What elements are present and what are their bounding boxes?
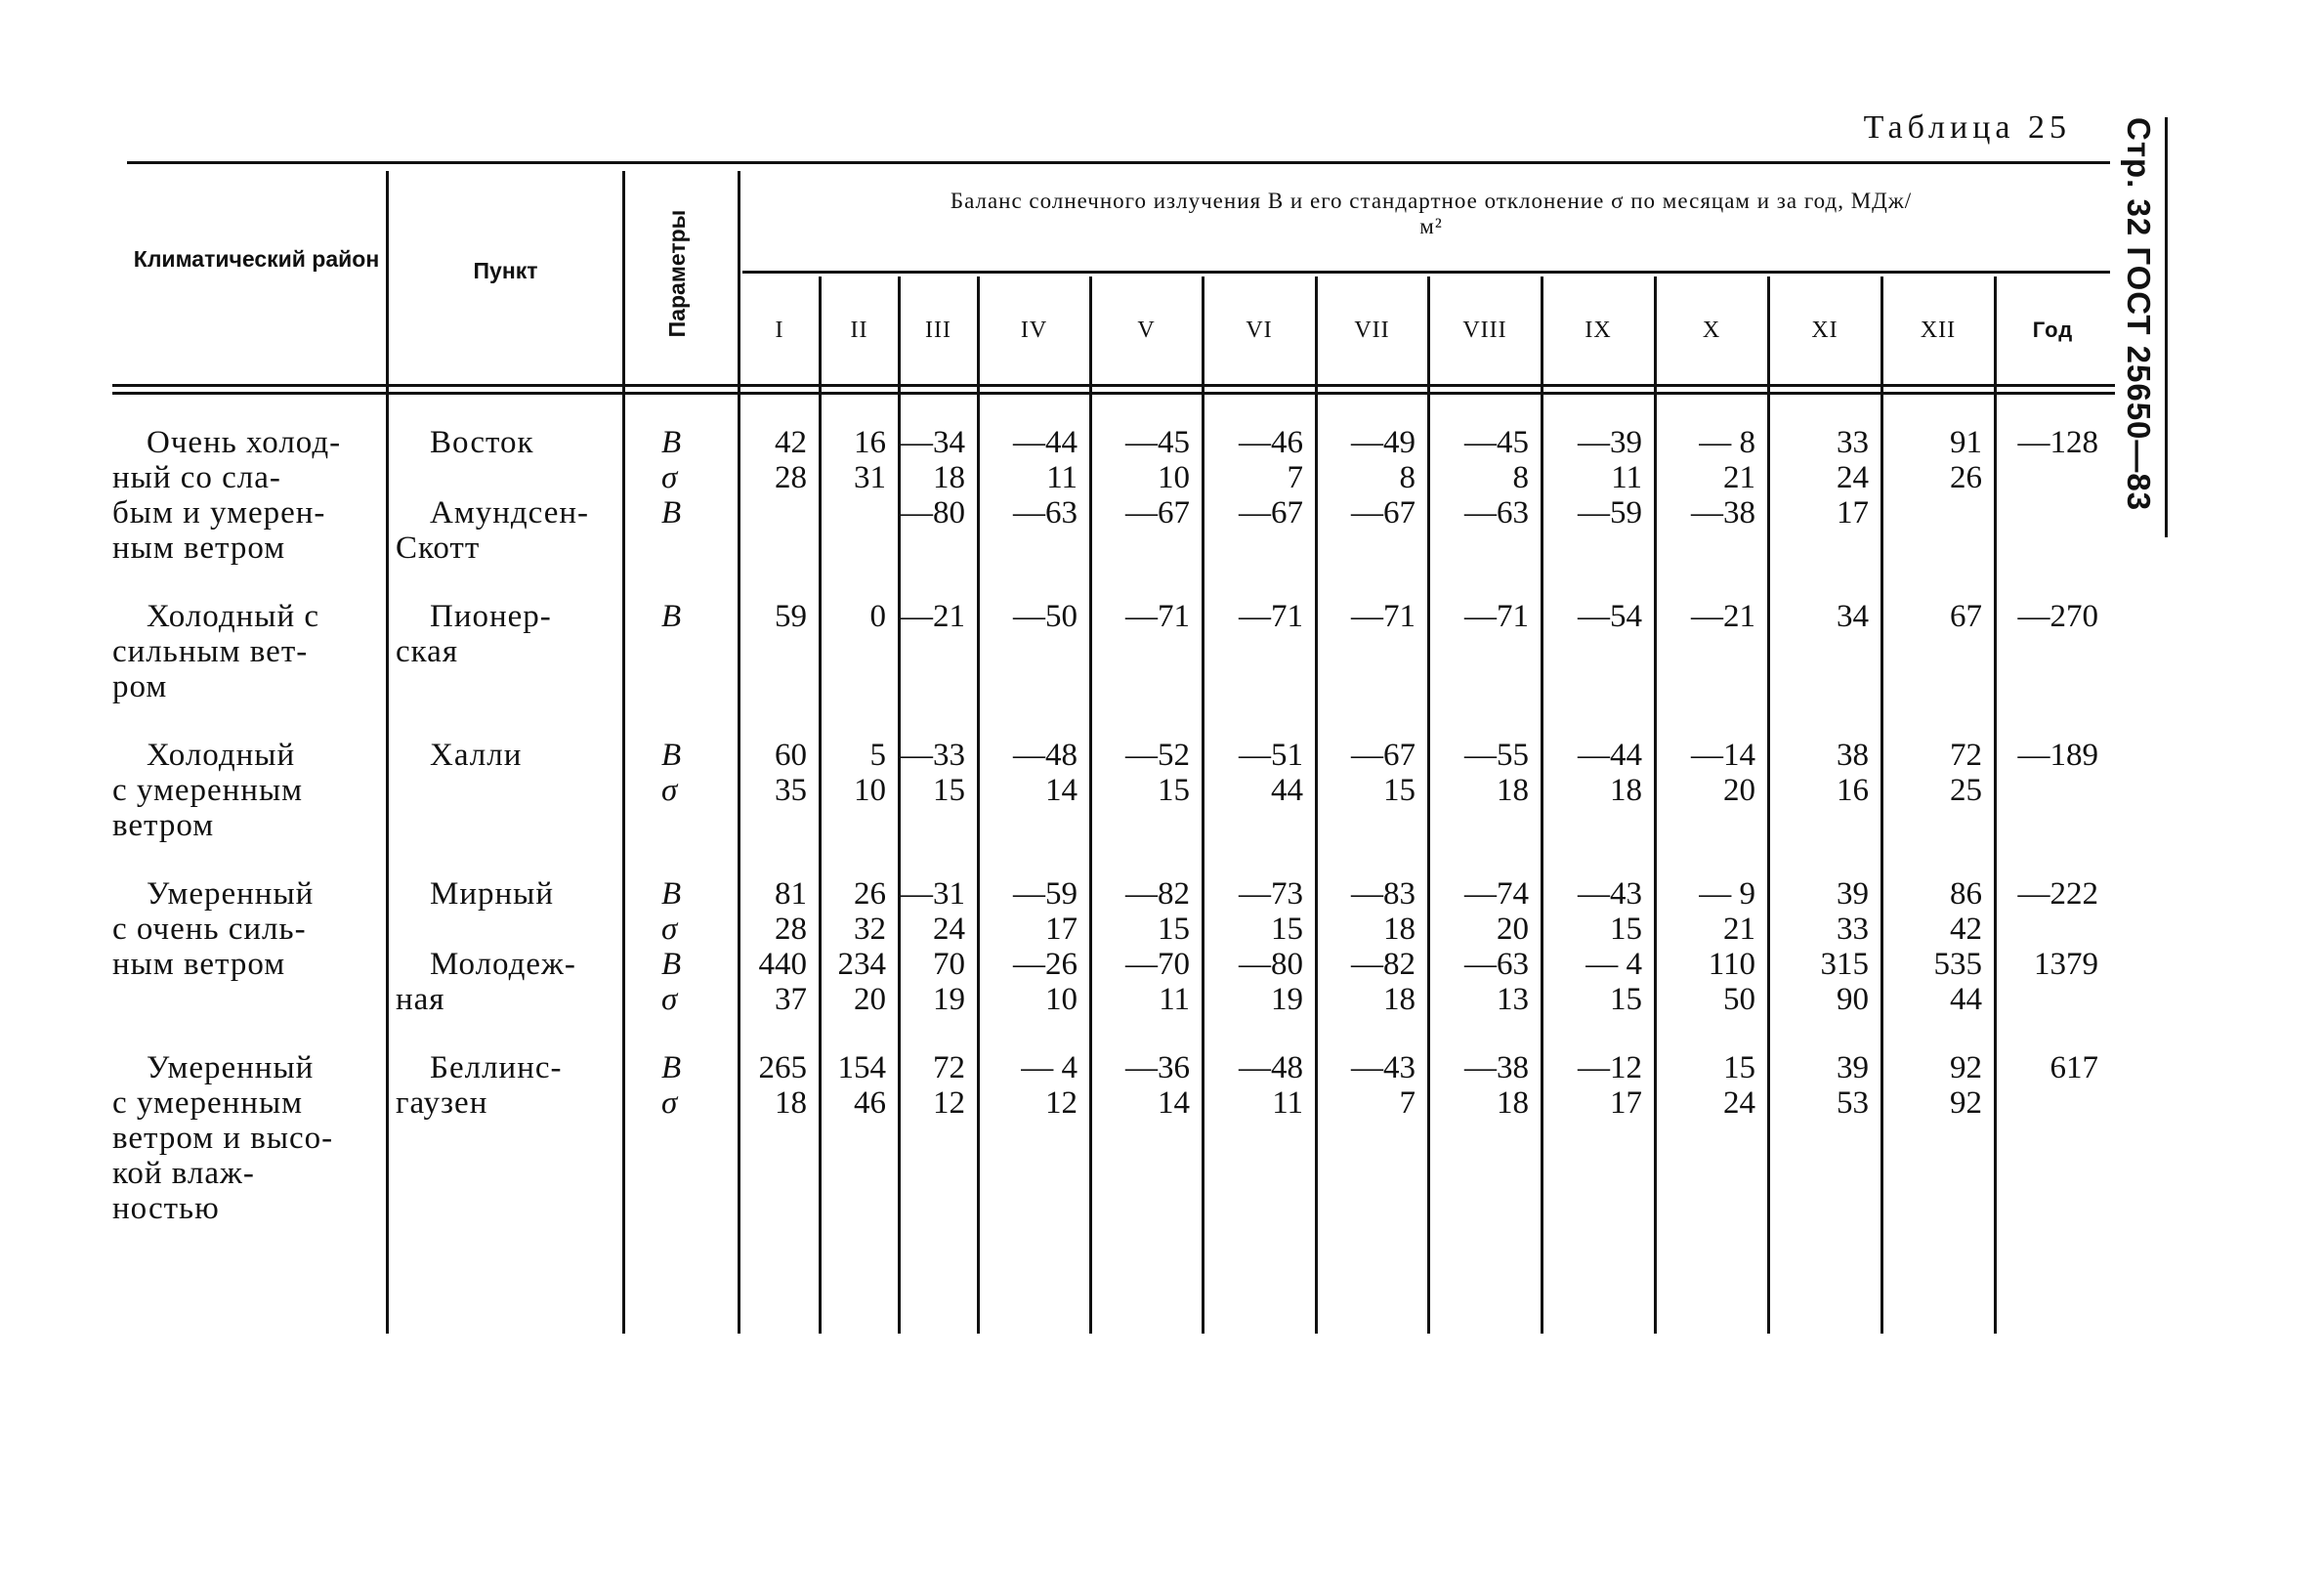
header-bottom-rule-1: [112, 384, 2115, 387]
value-cell: —67: [1351, 738, 1416, 773]
region-name-line: сильным вет-: [112, 634, 309, 669]
value-cell: 19: [933, 982, 965, 1017]
region-name: [112, 1050, 333, 1226]
param-symbol: σ: [661, 773, 678, 808]
station-name: [396, 876, 554, 912]
value-cell: 42: [1950, 912, 1982, 947]
header-caption: Баланс солнечного излучения B и его стандартное отклонение σ по месяцам и за год, МДж/м²: [950, 189, 1913, 239]
value-cell: 32: [854, 912, 886, 947]
region-name-line: ный со сла-: [112, 460, 281, 495]
value-cell: —83: [1351, 876, 1416, 912]
value-cell: 5: [869, 738, 886, 773]
param-symbol: σ: [661, 912, 678, 947]
value-cell: —12: [1578, 1050, 1642, 1085]
value-cell: —46: [1239, 425, 1303, 460]
value-cell: —59: [1578, 495, 1642, 531]
value-cell: 50: [1723, 982, 1755, 1017]
value-cell: —21: [1691, 599, 1755, 634]
region-name-line: Умеренный: [147, 876, 315, 912]
side-rule: [2165, 117, 2168, 537]
header-month: IV: [1020, 318, 1048, 343]
data-table: [112, 161, 2115, 1334]
value-cell: —55: [1464, 738, 1529, 773]
param-symbol: B: [661, 947, 682, 982]
caption-rule: [742, 271, 2110, 274]
value-cell: —71: [1464, 599, 1529, 634]
value-cell: 39: [1837, 1050, 1869, 1085]
param-symbol: B: [661, 425, 682, 460]
region-name-line: ветром: [112, 808, 215, 843]
value-cell: 18: [1383, 982, 1416, 1017]
value-cell: 16: [1837, 773, 1869, 808]
value-cell: 24: [933, 912, 965, 947]
value-cell: —67: [1239, 495, 1303, 531]
value-cell: —70: [1125, 947, 1190, 982]
value-cell: —45: [1125, 425, 1190, 460]
region-name-line: ным ветром: [112, 947, 286, 982]
value-cell: 20: [1497, 912, 1529, 947]
header-month: III: [925, 318, 951, 343]
station-name-line: ская: [396, 634, 459, 669]
value-cell: —63: [1464, 947, 1529, 982]
table-title: Таблица 25: [1863, 109, 2071, 146]
region-name-line: с очень силь-: [112, 912, 307, 947]
region-name: [112, 599, 319, 704]
value-cell: 154: [837, 1050, 886, 1085]
header-climatic-region: Климатический район: [133, 246, 380, 272]
value-cell: —36: [1125, 1050, 1190, 1085]
value-cell: 28: [775, 460, 807, 495]
value-cell: 7: [1287, 460, 1303, 495]
value-cell: 18: [1610, 773, 1642, 808]
value-cell: 10: [854, 773, 886, 808]
value-cell: —73: [1239, 876, 1303, 912]
value-cell: —38: [1464, 1050, 1529, 1085]
region-name-line: ным ветром: [112, 531, 286, 566]
station-name: [396, 425, 534, 460]
param-symbol: B: [661, 599, 682, 634]
value-cell: 535: [1933, 947, 1982, 982]
value-cell: 14: [1045, 773, 1077, 808]
value-cell: —80: [901, 495, 965, 531]
value-cell: 34: [1837, 599, 1869, 634]
header-month: I: [775, 318, 784, 343]
station-name-line: Беллинс-: [430, 1050, 563, 1085]
value-cell: —71: [1239, 599, 1303, 634]
value-cell: —43: [1578, 876, 1642, 912]
value-cell: 26: [1950, 460, 1982, 495]
value-cell: —50: [1013, 599, 1077, 634]
value-cell: —39: [1578, 425, 1642, 460]
value-cell: 31: [854, 460, 886, 495]
value-cell: 44: [1950, 982, 1982, 1017]
value-cell: 19: [1271, 982, 1303, 1017]
value-cell: 15: [1158, 912, 1190, 947]
value-cell: 8: [1399, 460, 1416, 495]
value-cell: — 8: [1699, 425, 1755, 460]
value-cell: 11: [1159, 982, 1190, 1017]
station-name: [396, 495, 589, 566]
header-month: Год: [2032, 318, 2074, 342]
value-cell: 21: [1723, 460, 1755, 495]
table-top-rule: [127, 161, 2110, 164]
value-cell: —21: [901, 599, 965, 634]
value-cell: 15: [1383, 773, 1416, 808]
value-cell: 11: [1272, 1085, 1303, 1121]
station-name-line: гаузен: [396, 1085, 488, 1121]
value-cell: —49: [1351, 425, 1416, 460]
value-cell: 24: [1723, 1085, 1755, 1121]
value-cell: —82: [1351, 947, 1416, 982]
header-month: V: [1137, 318, 1156, 343]
station-name-line: Молодеж-: [430, 947, 576, 982]
value-cell: 15: [933, 773, 965, 808]
value-cell: —67: [1351, 495, 1416, 531]
param-symbol: B: [661, 876, 682, 912]
param-symbol: σ: [661, 460, 678, 495]
station-name: [396, 599, 552, 669]
value-cell: —63: [1464, 495, 1529, 531]
value-cell: —189: [2017, 738, 2098, 773]
value-cell: 265: [758, 1050, 807, 1085]
value-cell: —44: [1013, 425, 1077, 460]
station-name-line: Амундсен-: [430, 495, 590, 531]
value-cell: 92: [1950, 1050, 1982, 1085]
value-cell: —71: [1125, 599, 1190, 634]
value-cell: —51: [1239, 738, 1303, 773]
value-cell: 1379: [2034, 947, 2098, 982]
value-cell: 15: [1610, 982, 1642, 1017]
station-name: [396, 1050, 563, 1121]
header-month: VI: [1246, 318, 1273, 343]
value-cell: —54: [1578, 599, 1642, 634]
value-cell: 110: [1708, 947, 1755, 982]
header-month: XII: [1920, 318, 1957, 343]
value-cell: —59: [1013, 876, 1077, 912]
header-point: Пункт: [473, 258, 538, 283]
value-cell: 60: [775, 738, 807, 773]
value-cell: —33: [901, 738, 965, 773]
value-cell: 12: [933, 1085, 965, 1121]
value-cell: 39: [1837, 876, 1869, 912]
region-name-line: бым и умерен-: [112, 495, 326, 531]
region-name-line: Холодный: [147, 738, 296, 773]
region-name-line: ветром и высо-: [112, 1121, 334, 1156]
region-name: [112, 738, 303, 843]
value-cell: 617: [2049, 1050, 2098, 1085]
value-cell: 72: [1950, 738, 1982, 773]
value-cell: —67: [1125, 495, 1190, 531]
value-cell: —14: [1691, 738, 1755, 773]
side-page-reference: Стр. 32 ГОСТ 25650—83: [2121, 117, 2157, 512]
value-cell: 72: [933, 1050, 965, 1085]
region-name: [112, 876, 314, 982]
region-name-line: ностью: [112, 1191, 220, 1226]
header-bottom-rule-2: [112, 392, 2115, 395]
value-cell: —52: [1125, 738, 1190, 773]
value-cell: 234: [837, 947, 886, 982]
value-cell: 35: [775, 773, 807, 808]
value-cell: —26: [1013, 947, 1077, 982]
value-cell: 24: [1837, 460, 1869, 495]
station-name-line: Скотт: [396, 531, 481, 566]
value-cell: —80: [1239, 947, 1303, 982]
value-cell: 26: [854, 876, 886, 912]
region-name-line: с умеренным: [112, 1085, 304, 1121]
value-cell: 53: [1837, 1085, 1869, 1121]
value-cell: —45: [1464, 425, 1529, 460]
station-name-line: ная: [396, 982, 445, 1017]
value-cell: 15: [1158, 773, 1190, 808]
value-cell: 59: [775, 599, 807, 634]
region-name-line: с умеренным: [112, 773, 304, 808]
value-cell: 37: [775, 982, 807, 1017]
value-cell: 10: [1045, 982, 1077, 1017]
param-symbol: B: [661, 1050, 682, 1085]
value-cell: 44: [1271, 773, 1303, 808]
value-cell: 15: [1271, 912, 1303, 947]
station-name: [396, 738, 522, 773]
value-cell: 46: [854, 1085, 886, 1121]
value-cell: 18: [1497, 1085, 1529, 1121]
value-cell: 18: [1383, 912, 1416, 947]
region-name-line: Холодный с: [147, 599, 320, 634]
value-cell: 15: [1610, 912, 1642, 947]
value-cell: 17: [1610, 1085, 1642, 1121]
value-cell: —34: [901, 425, 965, 460]
point-params-divider: [622, 171, 625, 1334]
value-cell: — 4: [1021, 1050, 1077, 1085]
station-name-line: Восток: [430, 425, 534, 460]
param-symbol: σ: [661, 1085, 678, 1121]
value-cell: — 4: [1585, 947, 1642, 982]
value-cell: —31: [901, 876, 965, 912]
value-cell: 11: [1611, 460, 1642, 495]
value-cell: —38: [1691, 495, 1755, 531]
value-cell: —74: [1464, 876, 1529, 912]
value-cell: 28: [775, 912, 807, 947]
value-cell: 0: [869, 599, 886, 634]
value-cell: —82: [1125, 876, 1190, 912]
region-name-line: Умеренный: [147, 1050, 315, 1085]
value-cell: 38: [1837, 738, 1869, 773]
value-cell: —270: [2017, 599, 2098, 634]
value-cell: 70: [933, 947, 965, 982]
value-cell: —128: [2017, 425, 2098, 460]
value-cell: —63: [1013, 495, 1077, 531]
value-cell: 18: [775, 1085, 807, 1121]
value-cell: 67: [1950, 599, 1982, 634]
value-cell: —71: [1351, 599, 1416, 634]
value-cell: 18: [933, 460, 965, 495]
value-cell: —43: [1351, 1050, 1416, 1085]
value-cell: —222: [2017, 876, 2098, 912]
value-cell: 91: [1950, 425, 1982, 460]
value-cell: 7: [1399, 1085, 1416, 1121]
value-cell: —48: [1013, 738, 1077, 773]
value-cell: 86: [1950, 876, 1982, 912]
value-cell: 92: [1950, 1085, 1982, 1121]
value-cell: 10: [1158, 460, 1190, 495]
value-cell: 17: [1045, 912, 1077, 947]
header-month: VIII: [1462, 318, 1507, 343]
region-name: [112, 425, 341, 566]
value-cell: 18: [1497, 773, 1529, 808]
value-cell: 81: [775, 876, 807, 912]
header-month: XI: [1811, 318, 1838, 343]
header-month: VII: [1354, 318, 1390, 343]
value-cell: 8: [1512, 460, 1529, 495]
value-cell: 20: [854, 982, 886, 1017]
header-parameters: Параметры: [664, 209, 690, 338]
value-cell: 25: [1950, 773, 1982, 808]
value-cell: 90: [1837, 982, 1869, 1017]
value-cell: 13: [1497, 982, 1529, 1017]
value-cell: 11: [1046, 460, 1077, 495]
value-cell: 33: [1837, 912, 1869, 947]
param-symbol: B: [661, 738, 682, 773]
header-month: IX: [1585, 318, 1612, 343]
region-name-line: Очень холод-: [147, 425, 342, 460]
header-month: II: [850, 318, 868, 343]
value-cell: 14: [1158, 1085, 1190, 1121]
value-cell: 315: [1820, 947, 1869, 982]
value-cell: —48: [1239, 1050, 1303, 1085]
station-name-line: Пионер-: [430, 599, 552, 634]
value-cell: 21: [1723, 912, 1755, 947]
value-cell: — 9: [1699, 876, 1755, 912]
value-cell: 42: [775, 425, 807, 460]
value-cell: 440: [758, 947, 807, 982]
value-cell: 20: [1723, 773, 1755, 808]
value-cell: —44: [1578, 738, 1642, 773]
region-point-divider: [386, 171, 389, 1334]
station-name-line: Мирный: [430, 876, 554, 912]
header-month: X: [1702, 318, 1721, 343]
param-symbol: σ: [661, 982, 678, 1017]
value-cell: 33: [1837, 425, 1869, 460]
station-name-line: Халли: [430, 738, 523, 773]
param-symbol: B: [661, 495, 682, 531]
value-cell: 16: [854, 425, 886, 460]
station-name: [396, 947, 576, 1017]
value-cell: 12: [1045, 1085, 1077, 1121]
region-name-line: ром: [112, 669, 168, 704]
value-cell: 17: [1837, 495, 1869, 531]
value-cell: 15: [1723, 1050, 1755, 1085]
region-name-line: кой влаж-: [112, 1156, 255, 1191]
